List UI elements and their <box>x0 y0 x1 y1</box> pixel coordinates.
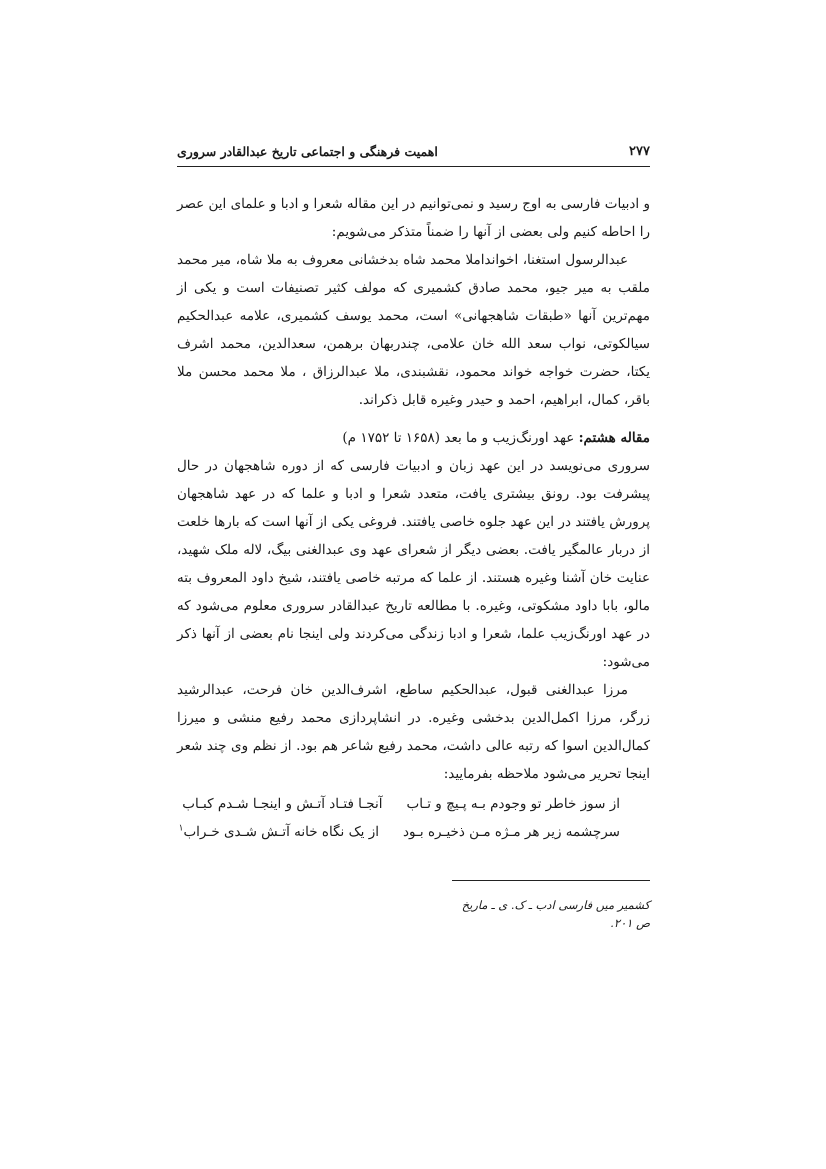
poem-hemistich-second: آنجـا فتـاد آتـش و اینجـا شـدم کبـاب <box>182 796 383 812</box>
section-heading-label: مقاله هشتم: <box>578 430 650 446</box>
poem <box>177 790 650 846</box>
poem-line <box>177 790 620 818</box>
section-heading-text: عهد اورنگ‌زیب و ما بعد (۱۶۵۸ تا ۱۷۵۲ م) <box>342 430 579 446</box>
page-number: ۲۷۷ <box>629 144 650 159</box>
page-header <box>177 136 650 167</box>
poem-hemistich-text: از یک نگاه خانه آتـش شـدی خـراب <box>183 824 379 840</box>
footnote-marker: ۱ <box>178 823 184 834</box>
paragraph-3: سروری می‌نویسد در این عهد زبان و ادبیات فارسی که از دوره شاهجهان در حال پیشرفت بود. رونق بیشتری یافت، متعدد شعرا و ادبا و علما که در عهد شاهجهان پرورش یافتند در این عهد جلوه خاصی یافتند. فروغی یکی از آنها است که بارها خلعت از دربار عالمگیر یافت. بعضی دیگر از شعرای عهد وی عبدالغنی بیگ، لاله ملک شهید، عنایت خان آشنا وغیره هستند. از علما که مرتبه خاصی یافتند، شیخ داود المعروف بته مالو، بابا داود مشکوتی، وغیره. با مطالعه تاریخ عبدالقادر سروری معلوم می‌شود که در عهد اورنگ‌زیب علما، شعرا و ادبا زندگی می‌کردند ولی اینجا نام بعضی از آنها ذکر می‌شود: <box>177 458 650 670</box>
paragraph-2: عبدالرسول استغنا، اخوانداملا محمد شاه بدخشانی معروف به ملا شاه، میر محمد ملقب به میر جیو، محمد صادق کشمیری که مولف کثیر تصنیفات است و یکی از مهم‌ترین آنها «طبقات شاهجهانی» است، محمد یوسف کشمیری، علامه عبدالحکیم سیالکوتی، نواب سعد الله خان علامی، چندربهان برهمن، سعدالدین، محمد اشرف یکتا، حضرت خواجه خواند محمود، نقشبندی، ملا عبدالرزاق ، ملا محمد محسن ملا باقر، کمال، ابراهیم، احمد و حیدر وغیره قابل ذکراند. <box>177 252 650 408</box>
poem-hemistich-second <box>179 818 379 846</box>
section-heading <box>177 424 650 452</box>
poem-line <box>177 818 620 846</box>
poem-hemistich-first: از سوز خاطر تو وجودم بـه پـیچ و تـاب <box>406 796 620 812</box>
body-text <box>177 190 650 846</box>
footnote: کشمیر میں فارسی ادب ـ ک. ی ـ ماریخ ص ۲۰۱. <box>461 898 650 930</box>
footnote-divider <box>452 880 650 881</box>
poem-hemistich-first: سرچشمه زیر هر مـژه مـن ذخیـره بـود <box>402 824 620 840</box>
running-title: اهمیت فرهنگی و اجتماعی تاریخ عبدالقادر سروری <box>177 144 438 159</box>
paragraph-1: و ادبیات فارسی به اوج رسید و نمی‌توانیم در این مقاله شعرا و ادبا و علمای این عصر را احاطه کنیم ولی بعضی از آنها را ضمناً متذکر می‌شویم: <box>177 196 650 240</box>
paragraph-4: مرزا عبدالغنی قبول، عبدالحکیم ساطع، اشرف‌الدین خان فرحت، عبدالرشید زرگر، مرزا اکمل‌الدین بدخشی وغیره. در انشاپردازی محمد رفیع منشی و میرزا کمال‌الدین اسوا که رتبه عالی داشت، محمد رفیع شاعر هم بود. از نظم وی چند شعر اینجا تحریر می‌شود ملاحظه بفرمایید: <box>177 682 650 782</box>
